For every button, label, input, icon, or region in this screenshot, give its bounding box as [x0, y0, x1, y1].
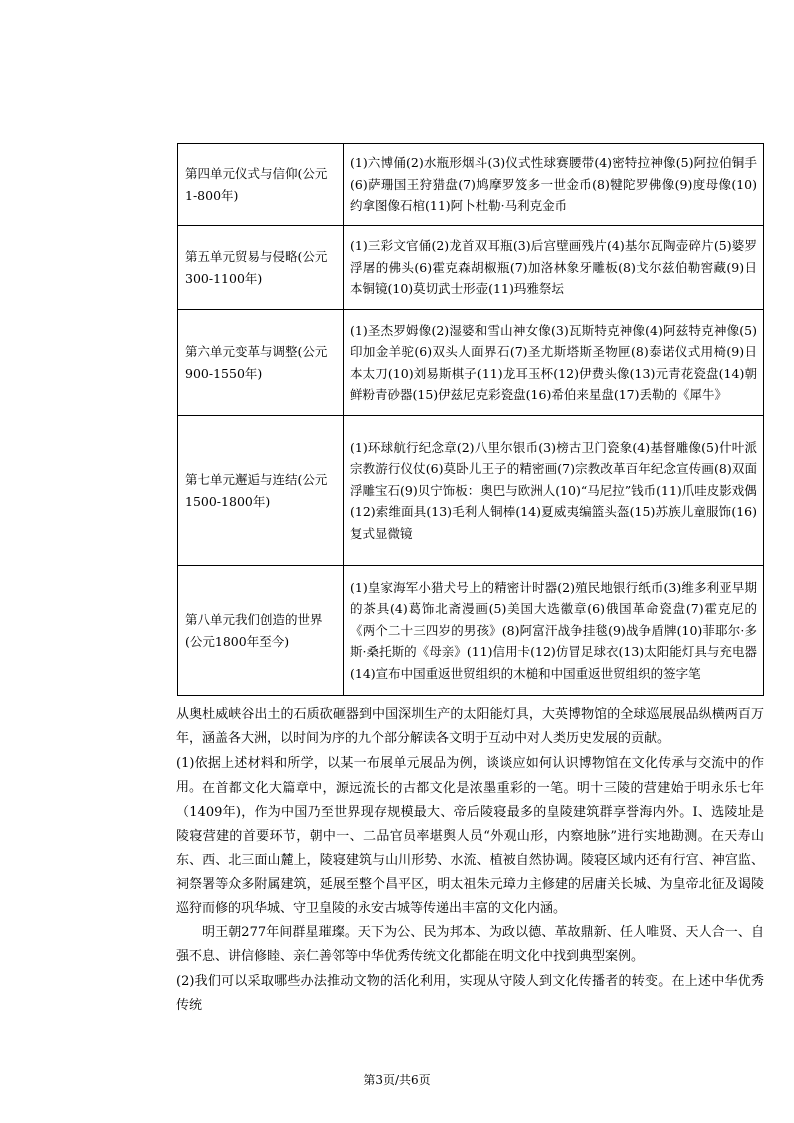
unit-name-cell: 第四单元仪式与信仰(公元1-800年)	[178, 144, 344, 226]
passage-paragraph-2: 明王朝277年间群星璀璨。天下为公、民为邦本、为政以德、革故鼎新、任人唯贤、天人合一、自强不息、讲信修睦、亲仁善邻等中华优秀传统文化都能在明文化中找到典型案例。	[176, 925, 764, 964]
unit-name-cell: 第六单元变革与调整(公元900-1550年)	[178, 310, 344, 416]
unit-items-cell	[344, 226, 764, 310]
table-row	[178, 310, 764, 416]
table-row	[178, 144, 764, 226]
table-row	[178, 226, 764, 310]
unit-items-cell	[344, 566, 764, 696]
exhibition-units-table	[177, 143, 764, 696]
question-1: (1)依据上述材料和所学，以某一布展单元展品为例，谈谈应如何认识博物馆在文化传承与交流中的作用。	[176, 756, 764, 795]
question-2: (2)我们可以采取哪些办法推动文物的活化利用，实现从守陵人到文化传播者的转变。在上述中华优秀传统	[176, 974, 764, 1013]
unit-items-cell	[344, 144, 764, 226]
unit-items-text: (12)索维面具(13)毛利人铜棒(14)夏威夷编篮头盔(15)苏族儿童服饰(16)复式显微镜	[350, 504, 757, 541]
unit-name-cell: 第八单元我们创造的世界(公元1800年至今)	[178, 566, 344, 696]
page-footer: 第3页/共6页	[363, 1073, 431, 1087]
unit-items-cell	[344, 310, 764, 416]
table-row	[178, 416, 764, 566]
unit-name-cell: 第七单元邂逅与连结(公元1500-1800年)	[178, 416, 344, 566]
unit-items-text: (1)六博俑(2)水瓶形烟斗(3)仪式性球赛腰带(4)密特拉神像(5)阿拉伯铜手(6)萨珊国王狩猎盘(7)鸠摩罗笈多一世金币(8)犍陀罗佛像(9)度母像(10)约拿图像石棺(11)阿卜杜勒·马利克金币	[350, 155, 757, 214]
unit-items-cell	[344, 416, 764, 566]
unit-name-cell: 第五单元贸易与侵略(公元300-1100年)	[178, 226, 344, 310]
unit-items-text: (1)圣杰罗姆像(2)湿婆和雪山神女像(3)瓦斯特克神像(4)阿兹特克神像(5)印加金羊驼(6)双头人面界石(7)圣尤斯塔斯圣物匣(8)泰诺仪式用椅(9)日本太刀(10)刘易斯棋子(11)龙耳玉杯(12)伊费头像(13)元青花瓷盘(14)朝鲜粉青砂器(15)伊兹尼克彩瓷盘(16)希伯来星盘(17)丢勒的《犀牛》	[350, 322, 757, 402]
table-row	[178, 566, 764, 696]
unit-items-text: (1)环球航行纪念章(2)八里尔银币(3)榜古卫门瓷象(4)基督雕像(5)什叶派宗教游行仪仗(6)莫卧儿王子的精密画(7)宗教改革百年纪念宣传画(8)双面浮雕宝石(9)贝宁饰板：奥巴与欧洲人(10)“马尼拉”钱币(11)爪哇皮影戏偶	[350, 439, 757, 498]
unit-items-text: (1)皇家海军小猎犬号上的精密计时器(2)殖民地银行纸币(3)维多利亚早期的茶具(4)葛饰北斋漫画(5)美国大选徽章(6)俄国革命瓷盘(7)霍克尼的《两个二十三四岁的男孩》(8)阿富汗战争挂毯(9)战争盾牌(10)菲耶尔·多斯·桑托斯的《母亲》(11)信用卡(12)仿冒足球衣(13)太阳能灯具与充电器(14)宣布中国重返世贸组织的木槌和中国重返世贸组织的签字笔	[350, 579, 757, 681]
passage-paragraph-1: 在首都文化大篇章中，源远流长的古都文化是浓墨重彩的一笔。明十三陵的营建始于明永乐七年（1409年)，作为中国乃至世界现存规模最大、帝后陵寝最多的皇陵建筑群享誉海内外。I、选陵址是陵寝营建的首要环节，朝中一、二品官员率堪舆人员“外观山形，内察地脉”进行实地勘测。在天寿山东、西、北三面山麓上，陵寝建筑与山川形势、水流、植被自然协调。陵寝区域内还有行宫、神宫监、祠祭署等众多附属建筑，延展至整个昌平区，明太祖朱元璋力主修建的居庸关长城、为皇帝北征及谒陵巡狩而修的巩华城、守卫皇陵的永安古城等传递出丰富的文化内涵。	[176, 781, 764, 916]
unit-items-text: (1)三彩文官俑(2)龙首双耳瓶(3)后宫壁画残片(4)基尔瓦陶壶碎片(5)婆罗浮屠的佛头(6)霍克森胡椒瓶(7)加洛林象牙雕板(8)戈尔兹伯勒窖藏(9)日本铜镜(10)莫切武士形壶(11)玛雅祭坛	[350, 238, 757, 297]
intro-paragraph: 从奥杜威峡谷出土的石质砍砸器到中国深圳生产的太阳能灯具，大英博物馆的全球巡展展品纵横两百万年，涵盖各大洲，以时间为序的九个部分解读各文明于互动中对人类历史发展的贡献。	[176, 707, 764, 746]
